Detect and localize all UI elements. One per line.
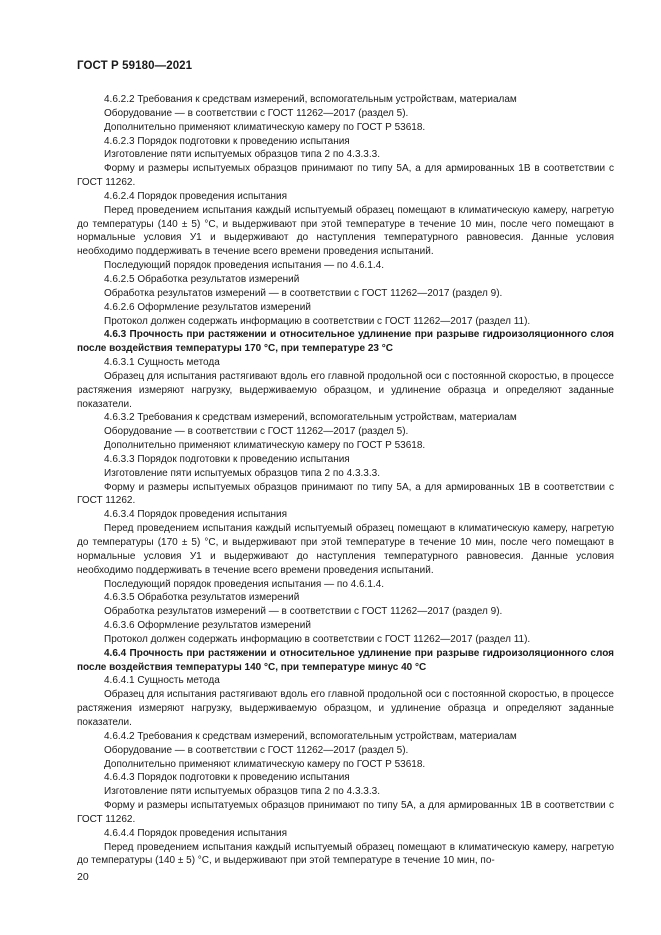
paragraph: 4.6.4.3 Порядок подготовки к проведению испытания bbox=[104, 772, 350, 784]
page-number: 20 bbox=[77, 871, 89, 883]
paragraph: 4.6.4.2 Требования к средствам измерений, вспомогательным устройствам, материалам bbox=[104, 730, 517, 742]
paragraph: Изготовление пяти испытуемых образцов типа 2 по 4.3.3.3. bbox=[104, 467, 380, 479]
paragraph: Оборудование — в соответствии с ГОСТ 11262—2017 (раздел 5). bbox=[104, 744, 409, 756]
paragraph: 4.6.4.4 Порядок проведения испытания bbox=[104, 827, 288, 839]
document-body bbox=[77, 93, 614, 868]
paragraph: Последующий порядок проведения испытания — по 4.6.1.4. bbox=[104, 578, 385, 590]
paragraph: Обработка результатов измерений — в соответствии с ГОСТ 11262—2017 (раздел 9). bbox=[104, 287, 503, 299]
paragraph: Оборудование — в соответствии с ГОСТ 11262—2017 (раздел 5). bbox=[104, 426, 409, 438]
paragraph: Образец для испытания растягивают вдоль его главной продольной оси с постоянной скоростью, в процессе растяжения измеряют нагрузку, выдерживаемую образцом, и удлинение образца и определяют заданные показатели. bbox=[77, 689, 614, 728]
paragraph: 4.6.3.2 Требования к средствам измерений, вспомогательным устройствам, материалам bbox=[104, 412, 517, 424]
paragraph: Изготовление пяти испытуемых образцов типа 2 по 4.3.3.3. bbox=[104, 786, 380, 798]
paragraph: Протокол должен содержать информацию в соответствии с ГОСТ 11262—2017 (раздел 11). bbox=[104, 633, 531, 645]
paragraph: Форму и размеры испытуемых образцов принимают по типу 5А, а для армированных 1В в соответствии с ГОСТ 11262. bbox=[77, 481, 614, 507]
paragraph: Перед проведением испытания каждый испытуемый образец помещают в климатическую камеру, нагретую до температуры (140 ± 5) °С, и выдерживают при этой температуре в течение 10 мин, по- bbox=[77, 841, 614, 867]
paragraph: 4.6.4.1 Сущность метода bbox=[104, 675, 220, 687]
paragraph: Дополнительно применяют климатическую камеру по ГОСТ Р 53618. bbox=[104, 758, 426, 770]
paragraph: Форму и размеры испытатуемых образцов принимают по типу 5А, а для армированных 1В в соответствии с ГОСТ 11262. bbox=[77, 800, 614, 825]
paragraph: Протокол должен содержать информацию в соответствии с ГОСТ 11262—2017 (раздел 11). bbox=[104, 315, 531, 327]
paragraph: Последующий порядок проведения испытания — по 4.6.1.4. bbox=[104, 260, 385, 272]
paragraph: 4.6.2.6 Оформление результатов измерений bbox=[104, 301, 311, 313]
paragraph: 4.6.2.4 Порядок проведения испытания bbox=[104, 190, 288, 202]
paragraph: Изготовление пяти испытуемых образцов типа 2 по 4.3.3.3. bbox=[104, 149, 380, 161]
paragraph: 4.6.3.6 Оформление результатов измерений bbox=[104, 620, 311, 632]
paragraph: Перед проведением испытания каждый испытуемый образец помещают в климатическую камеру, нагретую до температуры (140 ± 5) °С, и выдерживают при этой температуре в течение 10 мин, после чего помещают в нормальные условия У1 и выдерживают до наступления температурного равновесия. Данные условия необходимо поддерживать в течение всего времени проведения испытаний. bbox=[77, 204, 614, 258]
paragraph: Дополнительно применяют климатическую камеру по ГОСТ Р 53618. bbox=[104, 121, 426, 133]
document-header: ГОСТ Р 59180—2021 bbox=[77, 60, 193, 72]
paragraph: Перед проведением испытания каждый испытуемый образец помещают в климатическую камеру, нагретую до температуры (170 ± 5) °С, и выдерживают при этой температуре в течение 10 мин, после чего помещают в нормальные условия У1 и выдерживают до наступления температурного равновесия. Данные условия необходимо поддерживать в течение всего времени проведения испытаний. bbox=[77, 523, 614, 576]
paragraph: Дополнительно применяют климатическую камеру по ГОСТ Р 53618. bbox=[104, 440, 426, 452]
paragraph: Образец для испытания растягивают вдоль его главной продольной оси с постоянной скоростью, в процессе растяжения измеряют нагрузку, выдерживаемую образцом, и удлинение образца и определяют заданные показатели. bbox=[77, 370, 614, 410]
paragraph: Оборудование — в соответствии с ГОСТ 11262—2017 (раздел 5). bbox=[104, 107, 409, 119]
paragraph: 4.6.3.3 Порядок подготовки к проведению испытания bbox=[104, 453, 350, 465]
paragraph: 4.6.3.1 Сущность метода bbox=[104, 357, 220, 369]
paragraph: 4.6.2.2 Требования к средствам измерений, вспомогательным устройствам, материалам bbox=[104, 94, 517, 105]
paragraph: 4.6.3.5 Обработка результатов измерений bbox=[104, 592, 300, 604]
paragraph: 4.6.2.5 Обработка результатов измерений bbox=[104, 273, 300, 285]
paragraph: 4.6.3.4 Порядок проведения испытания bbox=[104, 509, 288, 521]
section-heading: 4.6.4 Прочность при растяжении и относительное удлинение при разрыве гидроизоляционного слоя после воздействия температуры 140 °С, при температуре минус 40 °С bbox=[77, 647, 614, 673]
section-heading: 4.6.3 Прочность при растяжении и относительное удлинение при разрыве гидроизоляционного слоя после воздействия температуры 170 °С, при температуре 23 °С bbox=[77, 329, 614, 355]
paragraph: Обработка результатов измерений — в соответствии с ГОСТ 11262—2017 (раздел 9). bbox=[104, 606, 503, 618]
paragraph: 4.6.2.3 Порядок подготовки к проведению испытания bbox=[104, 135, 350, 147]
paragraph: Форму и размеры испытуемых образцов принимают по типу 5А, а для армированных 1В в соответствии с ГОСТ 11262. bbox=[77, 163, 614, 189]
